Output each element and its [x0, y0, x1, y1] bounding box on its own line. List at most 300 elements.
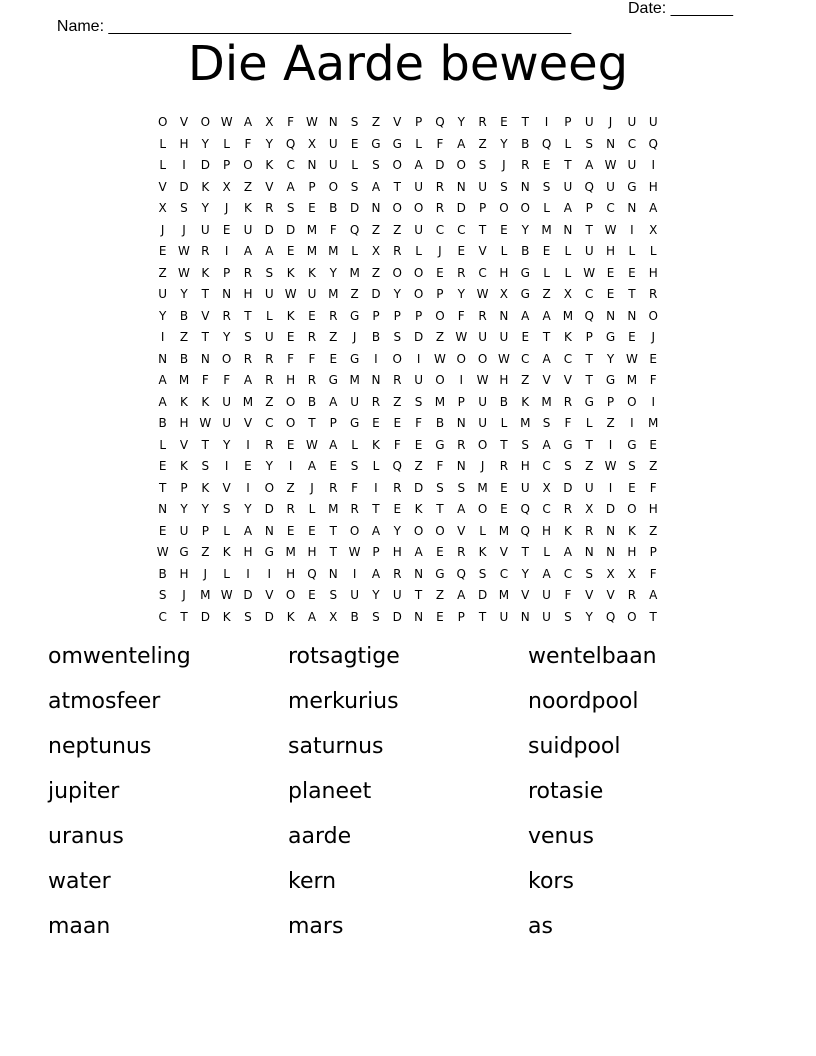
grid-letter: U — [414, 222, 423, 237]
grid-letter: M — [349, 373, 360, 387]
grid-letter: V — [179, 115, 189, 129]
grid-letter: B — [329, 201, 338, 215]
grid-letter: D — [435, 158, 445, 172]
grid-letter: G — [520, 265, 530, 280]
grid-row — [152, 585, 664, 607]
grid-letter: E — [329, 351, 338, 366]
grid-letter: S — [564, 459, 572, 473]
grid-letter: Z — [201, 545, 210, 559]
grid-letter: Y — [201, 502, 209, 516]
grid-letter: I — [267, 566, 272, 581]
grid-letter: Z — [371, 115, 381, 129]
grid-letter: L — [543, 265, 550, 280]
grid-letter: U — [584, 115, 594, 129]
grid-letter: W — [476, 373, 489, 387]
grid-letter: Z — [265, 394, 274, 409]
grid-letter: H — [648, 265, 658, 280]
grid-letter: S — [500, 179, 508, 194]
grid-letter: G — [520, 287, 530, 301]
grid-letter: G — [349, 308, 360, 323]
grid-letter: M — [434, 394, 446, 409]
grid-letter: U — [200, 222, 210, 237]
grid-letter: Y — [201, 201, 209, 215]
grid-letter: G — [584, 394, 594, 409]
grid-letter: N — [520, 179, 530, 194]
grid-letter: B — [350, 609, 359, 624]
grid-letter: M — [328, 244, 339, 258]
grid-letter: O — [243, 158, 253, 172]
grid-letter: W — [433, 351, 446, 366]
grid-letter: R — [201, 244, 210, 258]
grid-letter: A — [542, 308, 551, 323]
grid-letter: D — [286, 222, 296, 237]
grid-letter: T — [180, 609, 188, 624]
grid-letter: I — [459, 373, 464, 387]
grid-letter: O — [477, 351, 488, 366]
grid-letter: Q — [285, 136, 296, 151]
grid-letter: D — [200, 158, 210, 172]
grid-letter: Y — [158, 308, 167, 323]
grid-letter: G — [264, 545, 274, 559]
grid-row — [152, 456, 664, 478]
grid-letter: N — [606, 308, 616, 323]
grid-letter: C — [435, 222, 445, 237]
word-list-item: suidpool — [528, 734, 621, 759]
grid-letter: W — [476, 287, 489, 301]
grid-letter: S — [158, 588, 167, 602]
grid-letter: N — [158, 502, 168, 516]
grid-letter: O — [435, 308, 445, 323]
grid-letter: I — [352, 566, 357, 581]
grid-letter: S — [542, 416, 551, 430]
grid-letter: E — [329, 459, 338, 473]
grid-letter: A — [649, 201, 658, 215]
grid-row — [152, 284, 664, 306]
grid-letter: T — [436, 502, 444, 516]
grid-letter: H — [179, 416, 189, 430]
grid-letter: N — [328, 566, 338, 581]
grid-letter: L — [415, 244, 422, 258]
grid-letter: K — [201, 265, 210, 280]
grid-letter: F — [308, 351, 316, 366]
grid-letter: I — [160, 330, 165, 344]
grid-row — [152, 564, 664, 586]
grid-letter: R — [243, 351, 253, 366]
grid-letter: K — [180, 459, 188, 473]
grid-letter: C — [499, 566, 509, 581]
grid-letter: N — [222, 287, 232, 301]
grid-letter: F — [393, 437, 401, 452]
grid-letter: J — [352, 330, 357, 344]
grid-letter: T — [414, 588, 423, 602]
grid-letter: P — [436, 287, 444, 301]
grid-letter: O — [627, 394, 637, 409]
grid-letter: M — [520, 416, 531, 430]
grid-letter: P — [201, 523, 209, 538]
grid-letter: P — [564, 115, 572, 129]
grid-letter: C — [457, 222, 466, 237]
grid-letter: Z — [606, 416, 615, 430]
word-list-item: maan — [48, 914, 111, 939]
grid-letter: N — [307, 158, 317, 172]
grid-letter: G — [179, 545, 189, 559]
grid-letter: Y — [180, 287, 188, 301]
grid-letter: I — [608, 437, 613, 452]
grid-letter: F — [457, 308, 465, 323]
grid-letter: C — [606, 201, 615, 215]
grid-letter: C — [265, 416, 274, 430]
grid-letter: D — [264, 502, 274, 516]
grid-letter: A — [457, 588, 466, 602]
grid-letter: E — [308, 523, 316, 538]
grid-letter: U — [392, 588, 402, 602]
grid-letter: S — [542, 179, 551, 194]
grid-letter: Z — [478, 136, 487, 151]
grid-letter: P — [223, 265, 231, 280]
grid-letter: T — [585, 222, 593, 237]
grid-letter: N — [158, 351, 168, 366]
grid-letter: X — [265, 115, 274, 129]
grid-letter: M — [306, 244, 318, 258]
grid-letter: C — [585, 287, 594, 301]
grid-letter: E — [436, 545, 444, 559]
grid-letter: U — [414, 179, 423, 194]
grid-row — [152, 327, 664, 349]
grid-letter: O — [413, 523, 424, 538]
grid-row — [152, 435, 664, 457]
grid-letter: T — [500, 437, 508, 452]
grid-letter: J — [182, 588, 186, 602]
grid-letter: O — [477, 502, 488, 516]
grid-letter: S — [244, 609, 252, 624]
grid-letter: C — [563, 351, 573, 366]
grid-letter: U — [627, 115, 637, 129]
grid-letter: N — [200, 351, 210, 366]
grid-letter: R — [393, 373, 402, 387]
grid-letter: P — [223, 158, 231, 172]
grid-letter: A — [329, 394, 338, 409]
grid-letter: L — [500, 244, 508, 258]
grid-letter: O — [627, 502, 637, 516]
grid-letter: H — [627, 545, 637, 559]
grid-letter: V — [585, 588, 594, 602]
grid-letter: O — [435, 523, 445, 538]
grid-letter: T — [521, 115, 529, 129]
grid-letter: E — [500, 502, 508, 516]
grid-letter: W — [178, 265, 190, 280]
grid-letter: R — [286, 502, 295, 516]
grid-letter: L — [223, 523, 230, 538]
grid-letter: R — [265, 351, 274, 366]
grid-letter: R — [265, 437, 274, 452]
grid-letter: N — [584, 545, 594, 559]
word-list-item: aarde — [288, 824, 352, 849]
grid-letter: U — [328, 158, 338, 172]
word-list-item: as — [528, 914, 553, 939]
grid-letter: G — [605, 373, 616, 387]
grid-letter: U — [264, 330, 274, 344]
grid-letter: O — [477, 437, 488, 452]
grid-letter: W — [199, 416, 212, 430]
grid-letter: K — [308, 265, 316, 280]
grid-row — [152, 499, 664, 521]
grid-letter: U — [179, 523, 189, 538]
grid-letter: S — [372, 158, 380, 172]
grid-letter: E — [649, 351, 657, 366]
grid-letter: M — [626, 373, 638, 387]
grid-letter: C — [542, 502, 551, 516]
grid-letter: D — [200, 609, 210, 624]
grid-letter: Y — [606, 351, 615, 366]
grid-letter: U — [478, 179, 487, 194]
grid-letter: T — [478, 609, 487, 624]
grid-letter: U — [307, 287, 317, 301]
grid-letter: A — [542, 437, 551, 452]
grid-letter: D — [349, 201, 360, 215]
grid-letter: M — [498, 523, 510, 538]
grid-letter: X — [627, 566, 636, 581]
grid-letter: D — [179, 179, 189, 194]
grid-letter: O — [392, 158, 402, 172]
word-list-item: merkurius — [288, 689, 399, 714]
grid-letter: V — [542, 373, 551, 387]
grid-letter: L — [543, 545, 550, 559]
grid-letter: Q — [648, 136, 658, 151]
grid-letter: A — [649, 588, 658, 602]
grid-letter: D — [413, 330, 424, 344]
grid-letter: J — [310, 480, 314, 495]
grid-letter: D — [264, 609, 274, 624]
word-search-grid — [152, 112, 664, 628]
word-list-item: mars — [288, 914, 344, 939]
word-list-item: kern — [288, 869, 337, 894]
grid-letter: K — [286, 265, 295, 280]
grid-letter: Q — [520, 523, 530, 538]
grid-letter: E — [308, 201, 316, 215]
grid-letter: Q — [392, 459, 402, 473]
grid-letter: S — [180, 201, 188, 215]
grid-letter: M — [498, 588, 510, 602]
grid-letter: Y — [244, 502, 252, 516]
grid-letter: L — [372, 459, 380, 473]
grid-letter: Q — [307, 566, 317, 581]
word-list — [48, 642, 768, 957]
grid-letter: Z — [179, 330, 189, 344]
grid-letter: I — [651, 158, 655, 172]
grid-letter: V — [265, 588, 274, 602]
grid-letter: A — [286, 179, 295, 194]
grid-letter: O — [200, 115, 211, 129]
grid-letter: F — [351, 480, 359, 495]
grid-letter: O — [435, 373, 445, 387]
grid-letter: U — [222, 394, 232, 409]
grid-letter: S — [478, 566, 487, 581]
grid-letter: S — [585, 566, 594, 581]
grid-letter: C — [563, 566, 573, 581]
grid-letter: M — [541, 222, 552, 237]
grid-letter: M — [178, 373, 190, 387]
grid-letter: R — [329, 480, 338, 495]
grid-letter: F — [244, 136, 252, 151]
grid-letter: P — [414, 115, 423, 129]
grid-letter: D — [413, 480, 424, 495]
grid-letter: O — [392, 265, 402, 280]
grid-letter: S — [222, 502, 231, 516]
grid-letter: W — [220, 588, 233, 602]
grid-letter: O — [285, 394, 296, 409]
grid-letter: R — [243, 265, 253, 280]
grid-letter: T — [244, 308, 252, 323]
grid-letter: Y — [265, 136, 273, 151]
grid-letter: T — [628, 287, 636, 301]
grid-letter: U — [478, 330, 487, 344]
grid-letter: A — [457, 502, 466, 516]
grid-letter: O — [349, 523, 360, 538]
grid-letter: C — [627, 136, 637, 151]
grid-letter: L — [500, 416, 508, 430]
grid-letter: L — [649, 244, 657, 258]
grid-letter: W — [455, 330, 468, 344]
grid-letter: K — [478, 545, 487, 559]
grid-letter: T — [564, 158, 572, 172]
grid-letter: D — [392, 609, 402, 624]
grid-letter: R — [457, 437, 466, 452]
grid-letter: N — [264, 523, 274, 538]
grid-letter: A — [457, 136, 466, 151]
grid-letter: M — [541, 394, 552, 409]
grid-letter: C — [478, 265, 487, 280]
grid-letter: H — [243, 545, 253, 559]
grid-letter: A — [414, 545, 423, 559]
grid-letter: Q — [605, 609, 616, 624]
grid-letter: N — [328, 115, 338, 129]
grid-row — [152, 478, 664, 500]
grid-letter: P — [180, 480, 188, 495]
grid-letter: O — [648, 308, 658, 323]
grid-letter: S — [286, 201, 295, 215]
grid-letter: D — [456, 201, 466, 215]
grid-letter: P — [372, 545, 380, 559]
grid-letter: R — [457, 265, 466, 280]
grid-letter: R — [435, 179, 445, 194]
grid-letter: H — [542, 523, 552, 538]
grid-letter: T — [329, 523, 337, 538]
grid-letter: Y — [457, 287, 465, 301]
grid-letter: W — [284, 287, 297, 301]
grid-letter: W — [625, 351, 638, 366]
grid-letter: E — [244, 459, 252, 473]
grid-letter: I — [630, 222, 634, 237]
grid-row — [152, 542, 664, 564]
grid-letter: B — [499, 394, 509, 409]
grid-letter: A — [563, 201, 572, 215]
grid-letter: H — [286, 566, 296, 581]
grid-letter: A — [371, 523, 381, 538]
grid-letter: L — [223, 136, 230, 151]
grid-letter: T — [478, 222, 487, 237]
grid-letter: V — [265, 179, 274, 194]
grid-letter: S — [350, 459, 359, 473]
word-list-item: omwenteling — [48, 644, 191, 669]
grid-letter: G — [371, 136, 381, 151]
grid-letter: R — [393, 480, 402, 495]
grid-letter: T — [585, 351, 593, 366]
grid-letter: U — [158, 287, 168, 301]
grid-letter: V — [201, 308, 210, 323]
grid-letter: E — [500, 480, 508, 495]
grid-letter: S — [628, 459, 636, 473]
grid-letter: R — [563, 394, 573, 409]
grid-letter: U — [563, 179, 573, 194]
grid-letter: L — [479, 523, 486, 538]
grid-letter: P — [414, 308, 423, 323]
grid-letter: Y — [329, 265, 337, 280]
grid-letter: U — [542, 588, 551, 602]
grid-letter: J — [608, 115, 613, 129]
grid-letter: A — [307, 609, 317, 624]
grid-letter: O — [264, 480, 275, 495]
grid-letter: X — [585, 502, 594, 516]
grid-letter: M — [477, 480, 488, 495]
grid-letter: Z — [521, 373, 530, 387]
grid-letter: R — [265, 373, 274, 387]
grid-letter: E — [286, 330, 295, 344]
grid-letter: F — [564, 588, 572, 602]
grid-letter: B — [435, 416, 445, 430]
grid-letter: K — [563, 523, 572, 538]
grid-letter: S — [265, 265, 274, 280]
grid-letter: Z — [585, 459, 594, 473]
grid-letter: D — [371, 287, 381, 301]
grid-letter: L — [564, 244, 572, 258]
grid-letter: E — [222, 222, 231, 237]
grid-letter: N — [456, 459, 466, 473]
grid-letter: U — [520, 480, 530, 495]
grid-letter: I — [288, 459, 293, 473]
grid-letter: B — [371, 330, 381, 344]
grid-letter: E — [393, 502, 402, 516]
grid-letter: O — [285, 416, 296, 430]
grid-letter: Y — [585, 609, 593, 624]
grid-letter: A — [371, 566, 381, 581]
grid-letter: Z — [435, 330, 445, 344]
grid-letter: M — [328, 287, 339, 301]
grid-letter: E — [286, 523, 295, 538]
grid-letter: H — [648, 179, 658, 194]
grid-letter: R — [329, 308, 338, 323]
grid-letter: H — [499, 265, 509, 280]
grid-letter: F — [436, 459, 444, 473]
grid-letter: T — [201, 330, 209, 344]
grid-letter: H — [499, 373, 509, 387]
grid-letter: X — [542, 480, 551, 495]
grid-letter: C — [542, 459, 551, 473]
grid-letter: S — [201, 459, 210, 473]
grid-row — [152, 198, 664, 220]
grid-letter: E — [628, 480, 636, 495]
grid-letter: R — [393, 566, 402, 581]
grid-letter: S — [393, 330, 402, 344]
grid-letter: I — [608, 480, 613, 495]
grid-letter: F — [415, 416, 423, 430]
grid-letter: F — [329, 222, 337, 237]
grid-letter: A — [371, 179, 381, 194]
grid-letter: M — [349, 265, 360, 280]
grid-letter: Y — [201, 136, 209, 151]
grid-letter: A — [243, 244, 253, 258]
grid-letter: Q — [541, 136, 552, 151]
grid-letter: Z — [350, 287, 359, 301]
